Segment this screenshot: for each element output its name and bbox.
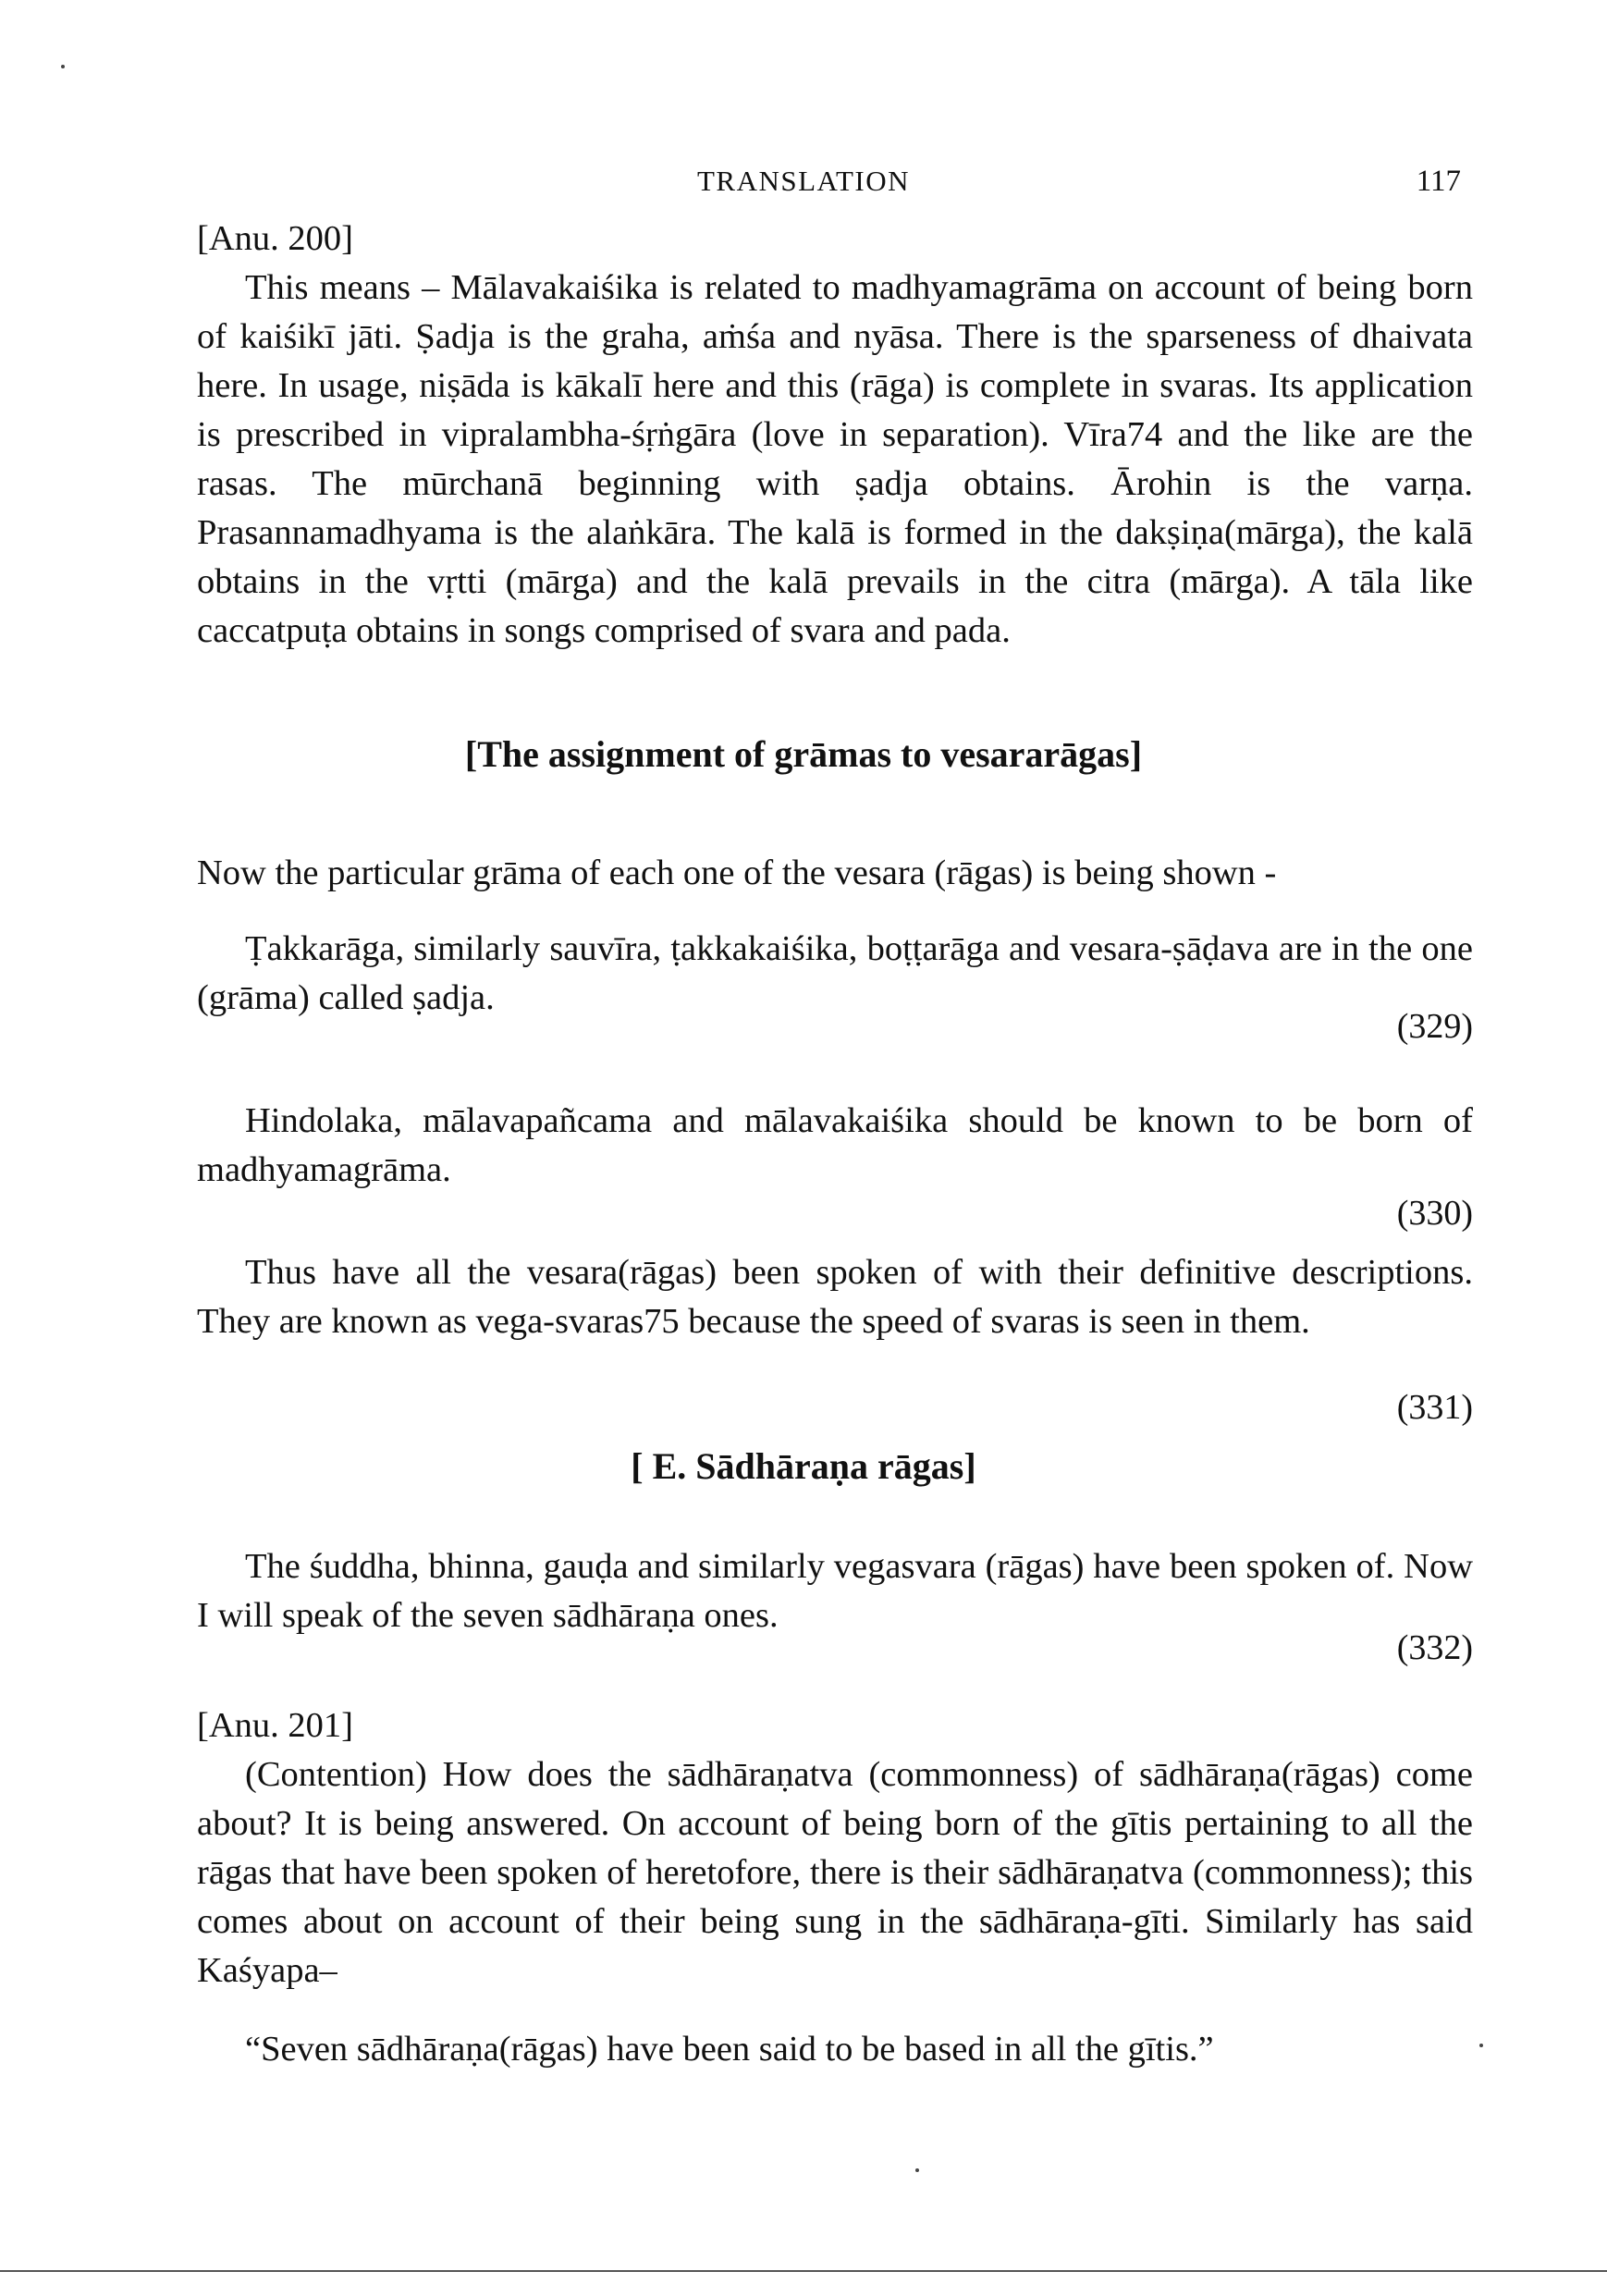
section-heading-vesara: [The assignment of grāmas to vesararāgas] <box>464 733 1143 775</box>
anu-200-label: [Anu. 200] <box>197 219 353 258</box>
verse-331-text: Thus have all the vesara(rāgas) been spoken of with their definitive descriptions. They are known as vega-svaras75 because the speed of svaras is seen in them. <box>197 1253 1473 1341</box>
section-heading-sadharana: [ E. Sādhāraṇa rāgas] <box>631 1445 976 1487</box>
anu-200-block <box>197 215 1473 656</box>
intro-paragraph <box>197 849 1473 898</box>
running-title: TRANSLATION <box>696 165 911 197</box>
page-bottom-edge <box>0 2270 1607 2272</box>
quote-text: “Seven sādhāraṇa(rāgas) have been said to be based in all the gītis.” <box>245 2030 1214 2069</box>
verse-332-text: The śuddha, bhinna, gauḍa and similarly vegasvara (rāgas) have been spoken of. Now I will speak of the seven sādhāraṇa ones. <box>197 1547 1473 1635</box>
verse-329-text: Ṭakkarāga, similarly sauvīra, ṭakkakaiśika, boṭṭarāga and vesara-ṣāḍava are in the one (grāma) called ṣadja. <box>197 929 1473 1017</box>
verse-329-number: (329) <box>1396 1007 1473 1046</box>
verse-330-text: Hindolaka, mālavapañcama and mālavakaiśika should be known to be born of madhyamagrāma. <box>197 1101 1473 1189</box>
scan-speck <box>61 65 65 68</box>
verse-331 <box>197 1248 1473 1346</box>
running-header <box>0 165 1607 205</box>
verse-329 <box>197 925 1473 1023</box>
anu-200-text: This means – Mālavakaiśika is related to madhyamagrāma on account of being born of kaiśikī jāti. Ṣadja is the graha, aṁśa and nyāsa. There is the sparseness of dhaivata here. In usage, niṣāda is kākalī here and this (rāga) is complete in svaras. Its application is prescribed in vipralambha-śṛṅgāra (love in separation). Vīra74 and the like are the rasas. The mūrchanā beginning with ṣadja obtains. Ārohin is the varṇa. Prasannamadhyama is the alaṅkāra. The kalā is formed in the dakṣiṇa(mārga), the kalā obtains in the vṛtti (mārga) and the kalā prevails in the citra (mārga). A tāla like caccatpuṭa obtains in songs comprised of svara and pada. <box>197 268 1473 650</box>
anu-201-text: (Contention) How does the sādhāraṇatva (commonness) of sādhāraṇa(rāgas) come about? It is being answered. On account of being born of the gītis pertaining to all the rāgas that have been spoken of heretofore, there is their sādhāraṇatva (commonness); this comes about on account of their being sung in the sādhāraṇa-gīti. Similarly has said Kaśyapa– <box>197 1755 1473 1990</box>
intro-line: Now the particular grāma of each one of the vesara (rāgas) is being shown - <box>197 853 1277 892</box>
anu-201-block <box>197 1701 1473 1995</box>
anu-201-label: [Anu. 201] <box>197 1706 353 1745</box>
page-number: 117 <box>1416 165 1461 198</box>
scan-speck <box>1479 2044 1483 2047</box>
verse-330-number: (330) <box>1396 1194 1473 1233</box>
verse-332-number: (332) <box>1396 1628 1473 1667</box>
quote-block <box>197 2025 1473 2074</box>
scan-speck <box>915 2168 919 2172</box>
verse-331-number: (331) <box>1396 1388 1473 1427</box>
verse-332 <box>197 1542 1473 1640</box>
verse-330 <box>197 1097 1473 1195</box>
